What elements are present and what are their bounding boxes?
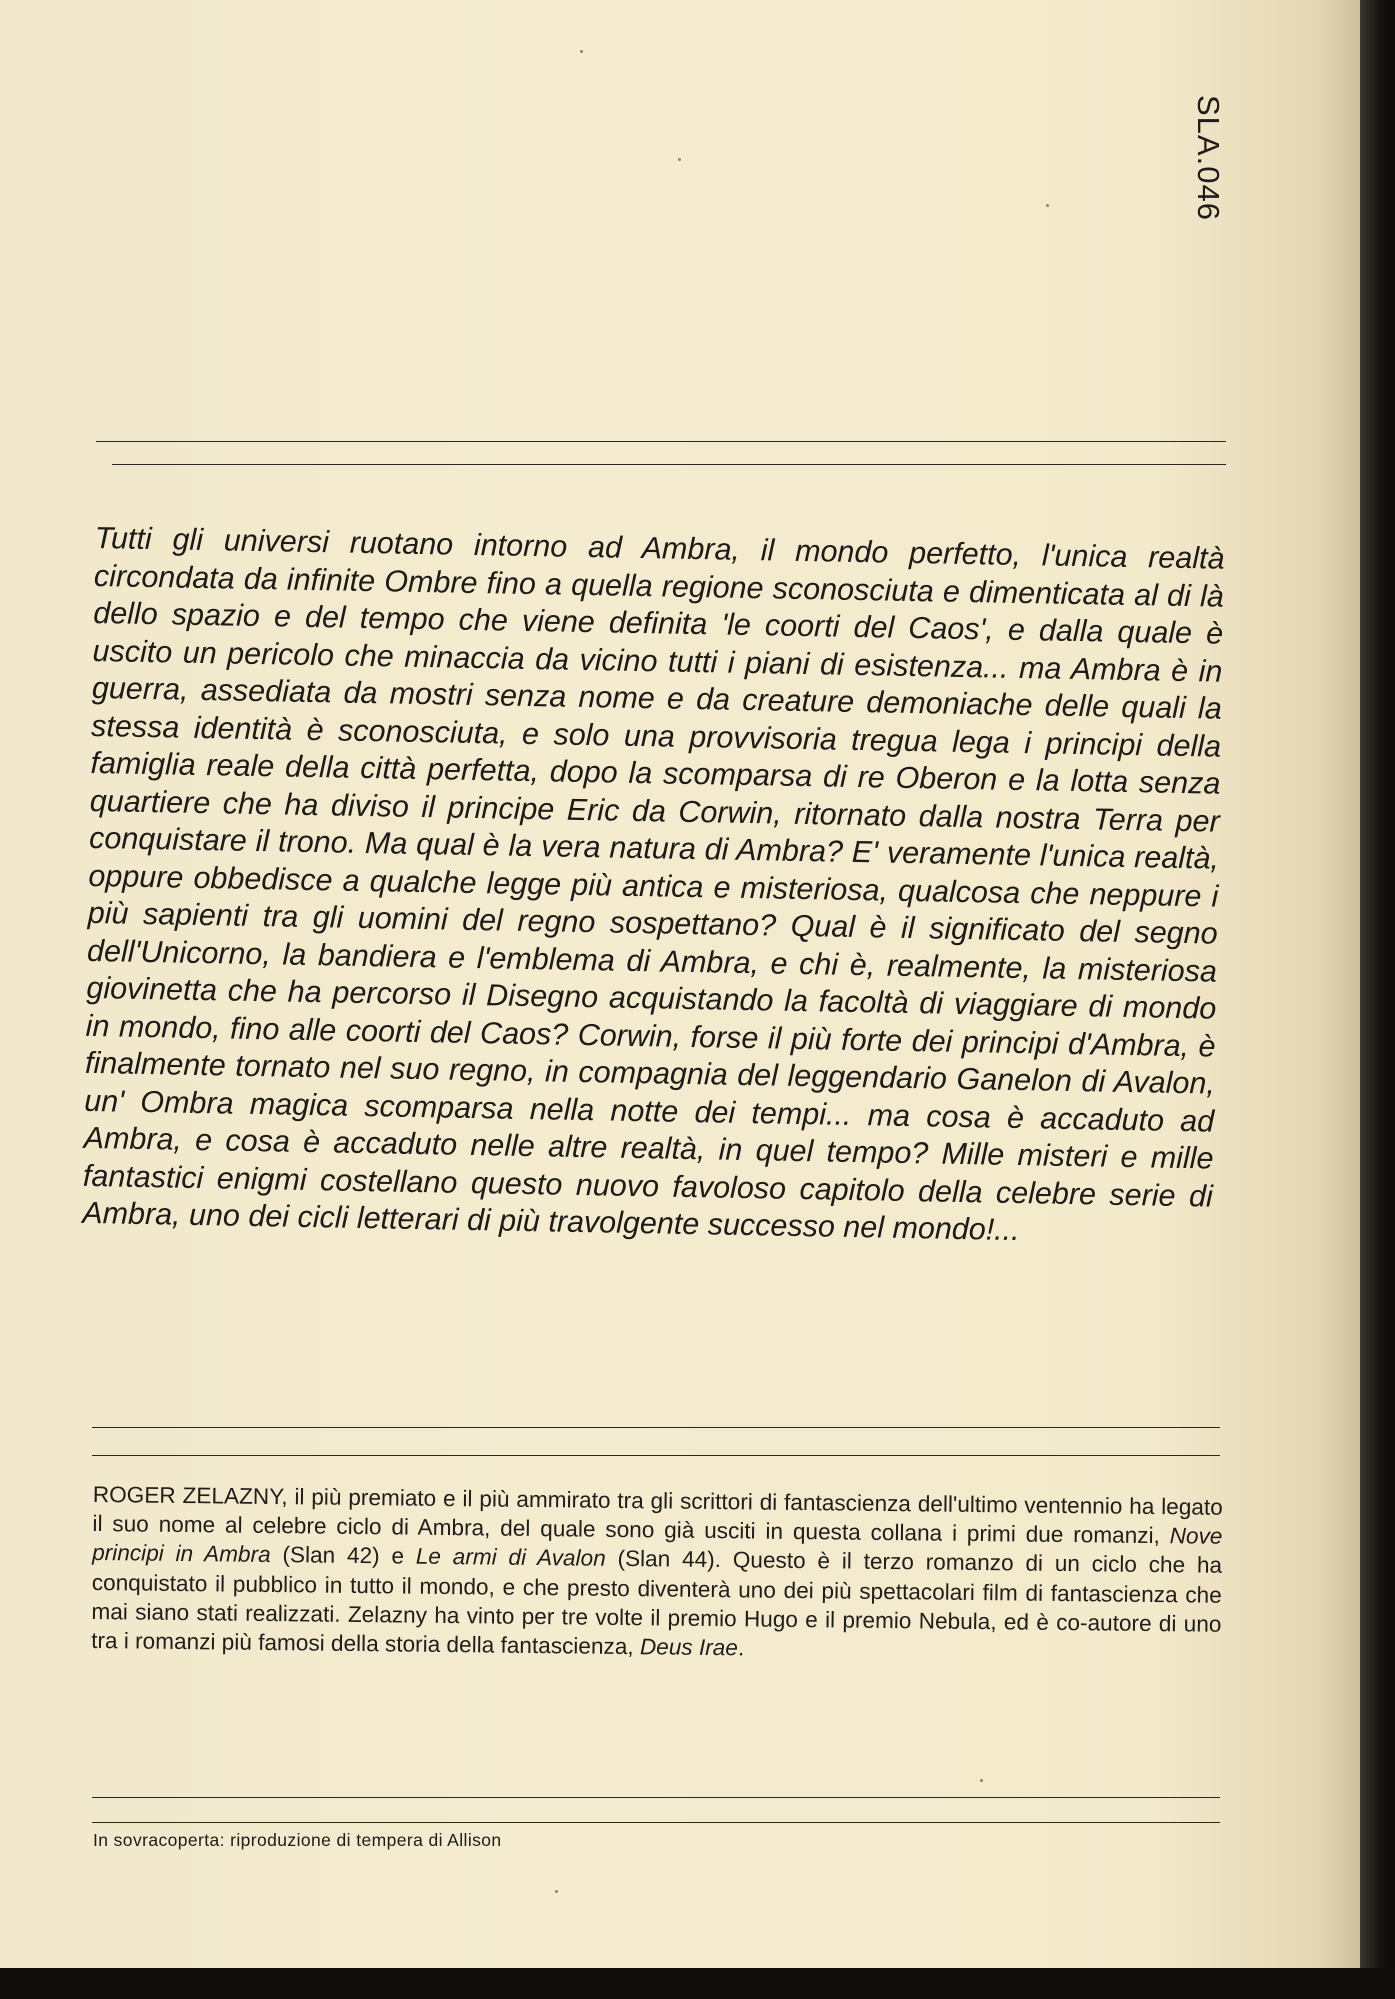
author-bio-text-3: (Slan 44). Questo è il terzo romanzo di un ciclo che ha conquistato il pubblico in tutto il mondo, e che presto diventerà uno dei più spettacolari film di fantascienza che mai siano stati realizzati. Zelazny ha vinto per tre volte il premio Hugo e il premio Nebula, ed è co-autore di uno tra i romanzi più famosi della storia della fantascienza, bbox=[91, 1546, 1223, 1660]
author-bio bbox=[91, 1480, 1223, 1668]
cover-edge-shadow bbox=[1360, 0, 1395, 1999]
paper-speck bbox=[555, 1890, 558, 1893]
paper-speck bbox=[1046, 204, 1049, 207]
catalog-code: SLA.046 bbox=[1191, 95, 1226, 221]
bottom-rule-1 bbox=[92, 1797, 1220, 1798]
author-bio-text-1: ROGER ZELAZNY, il più premiato e il più ammirato tra gli scrittori di fantascienza dell'ultimo ventennio ha legato il suo nome al celebre ciclo di Ambra, del quale sono già usciti in questa collana i primi due romanzi, bbox=[92, 1481, 1223, 1549]
top-rule-2 bbox=[112, 464, 1226, 465]
bottom-rule-2 bbox=[92, 1822, 1220, 1823]
scan-bottom-border bbox=[0, 1968, 1395, 1999]
cover-art-credit: In sovracoperta: riproduzione di tempera di Allison bbox=[93, 1830, 502, 1850]
book-title-2: Le armi di Avalon bbox=[415, 1544, 606, 1572]
book-title-1: Nove principi in Ambra bbox=[92, 1523, 1223, 1568]
middle-rule-2 bbox=[92, 1455, 1220, 1456]
book-blurb: Tutti gli universi ruotano intorno ad Ambra, il mondo perfetto, l'unica realtà circondata da infinite Ombre fino a quella regione sconosciuta e dimenticata al di là dello spazio e del tempo che viene definita 'le coorti del Caos', e dalla quale è uscito un pericolo che minaccia da vicino tutti i piani di esistenza... ma Ambra è in guerra, assediata da mostri senza nome e da creature demoniache delle quali la stessa identità è sconosciuta, e solo una provvisoria tregua lega i principi della famiglia reale della città perfetta, dopo la scomparsa di re Oberon e la lotta senza quartiere che ha diviso il principe Eric da Corwin, ritornato dalla nostra Terra per conquistare il trono. Ma qual è la vera natura di Ambra? E' veramente l'unica realtà, oppure obbedisce a qualche legge più antica e misteriosa, qualcosa che neppure i più sapienti tra gli uomini del regno sospettano? Qual è il significato del segno dell'Unicorno, la bandiera e l'emblema di Ambra, e chi è, realmente, la misteriosa giovinetta che ha percorso il Disegno acquistando la facoltà di viaggiare di mondo in mondo, fino alle coorti del Caos? Corwin, forse il più forte dei principi d'Ambra, è finalmente tornato nel suo regno, in compagnia del leggendario Ganelon di Avalon, un' Ombra magica scomparsa nella notte dei tempi... ma cosa è accaduto ad Ambra, e cosa è accaduto nelle altre realtà, in quel tempo? Mille misteri e mille fantastici enigmi costellano questo nuovo favoloso capitolo della celebre serie di Ambra, uno dei cicli letterari di più travolgente successo nel mondo!... bbox=[81, 520, 1225, 1248]
middle-rule-1 bbox=[92, 1427, 1220, 1428]
top-rule-1 bbox=[96, 441, 1226, 442]
author-bio-text-2: (Slan 42) e bbox=[270, 1542, 416, 1570]
paper-speck bbox=[980, 1779, 983, 1782]
paper-speck bbox=[580, 50, 583, 53]
author-bio-text-4: . bbox=[737, 1635, 745, 1661]
book-title-3: Deus Irae bbox=[639, 1634, 739, 1661]
paper-speck bbox=[678, 158, 681, 161]
